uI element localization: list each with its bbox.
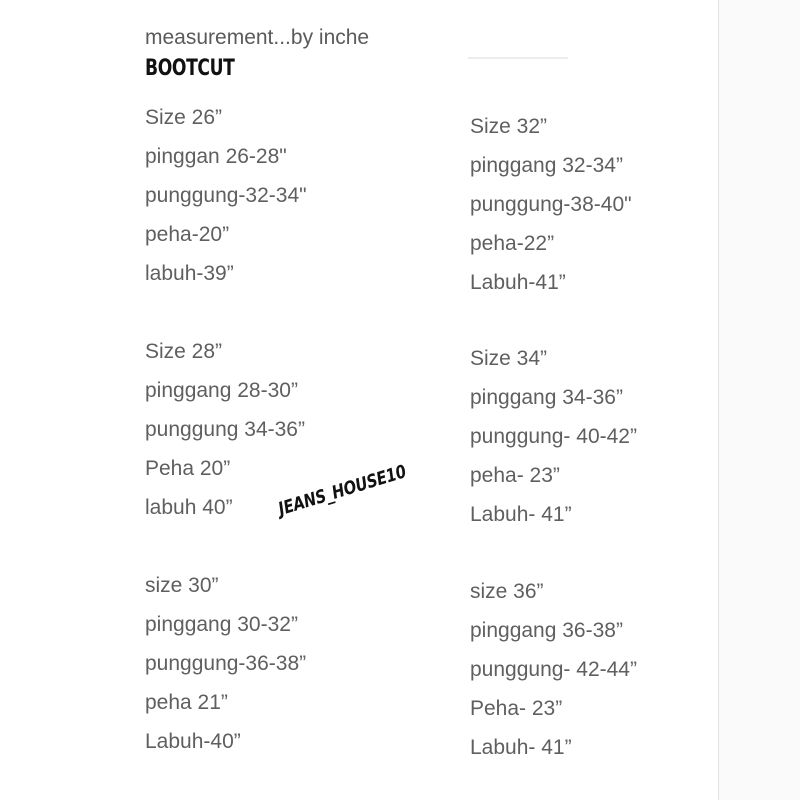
peha-measurement: Peha- 23” [470, 697, 563, 720]
punggung-measurement: punggung- 42-44” [470, 658, 637, 681]
size-label: Size 34” [470, 347, 548, 370]
size-label: Size 32” [470, 115, 548, 138]
peha-measurement: peha-20” [145, 223, 230, 246]
size-block-34 [470, 339, 637, 534]
right-margin-panel [718, 0, 800, 800]
size-label: size 30” [145, 574, 219, 597]
size-label: size 36” [470, 580, 544, 603]
labuh-measurement: Labuh-41” [470, 271, 566, 294]
bootcut-title: BOOTCUT [145, 56, 235, 81]
labuh-measurement: labuh-39” [145, 262, 234, 285]
faint-divider [468, 57, 568, 59]
peha-measurement: Peha 20” [145, 457, 231, 480]
size-block-26 [145, 98, 307, 293]
pinggang-measurement: pinggang 30-32” [145, 613, 298, 636]
pinggang-measurement: pinggang 34-36” [470, 386, 623, 409]
punggung-measurement: punggung-38-40" [470, 193, 632, 216]
punggung-measurement: punggung-36-38” [145, 652, 307, 675]
labuh-measurement: Labuh- 41” [470, 736, 572, 759]
pinggang-measurement: pinggang 32-34” [470, 154, 623, 177]
punggung-measurement: punggung 34-36” [145, 418, 305, 441]
pinggang-measurement: pinggang 28-30” [145, 379, 298, 402]
pinggang-measurement: pinggang 36-38” [470, 619, 623, 642]
peha-measurement: peha- 23” [470, 464, 560, 487]
pinggang-measurement: pinggan 26-28" [145, 145, 287, 168]
watermark-text: JEANS_HOUSE10 [276, 461, 409, 521]
size-label: Size 26” [145, 106, 223, 129]
size-block-30 [145, 566, 306, 761]
size-block-32 [470, 107, 632, 302]
peha-measurement: peha-22” [470, 232, 555, 255]
measurement-subtitle: measurement...by inche [145, 26, 370, 49]
peha-measurement: peha 21” [145, 691, 228, 714]
labuh-measurement: labuh 40” [145, 496, 233, 519]
labuh-measurement: Labuh-40” [145, 730, 241, 753]
labuh-measurement: Labuh- 41” [470, 503, 572, 526]
punggung-measurement: punggung- 40-42” [470, 425, 637, 448]
punggung-measurement: punggung-32-34" [145, 184, 307, 207]
size-block-36 [470, 572, 637, 767]
size-label: Size 28” [145, 340, 223, 363]
